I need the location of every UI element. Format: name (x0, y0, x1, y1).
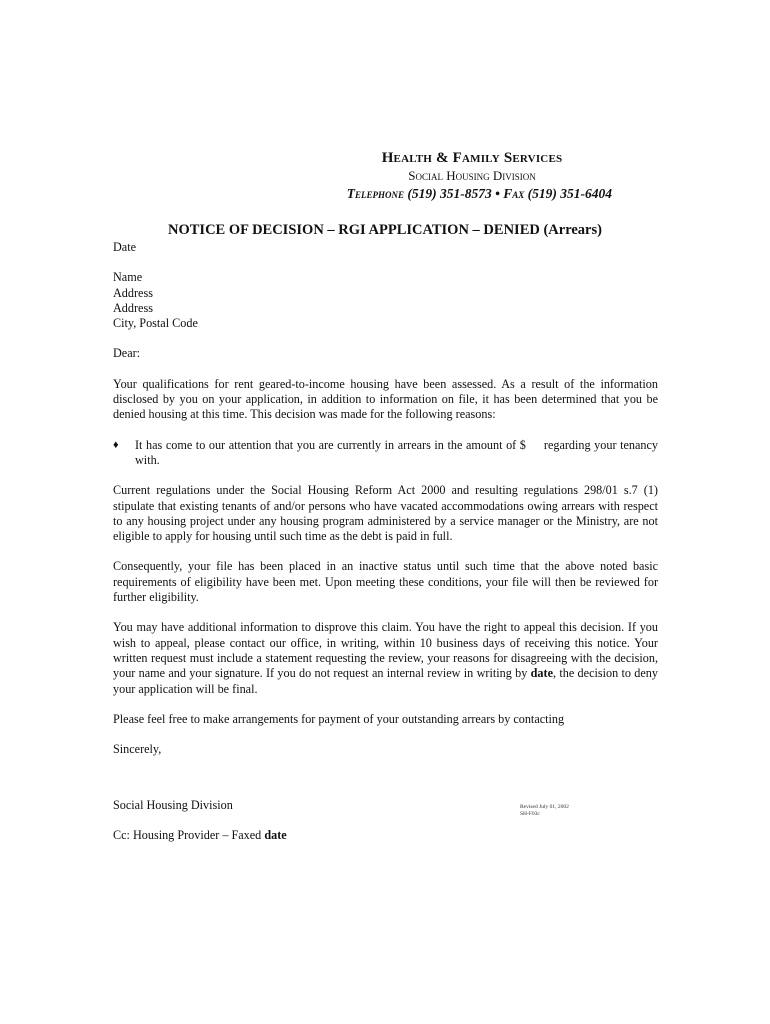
recipient-address-2: Address (113, 300, 153, 315)
appeal-text-end: , the decision to deny your application will be final. (113, 666, 658, 696)
cc-line (113, 828, 287, 843)
cc-date: date (264, 828, 287, 842)
reason-text-start: It has come to our attention that you are currently in arrears in the amount of $ (135, 437, 526, 452)
salutation: Dear: (113, 346, 141, 361)
telephone-number: (519) 351-8573 (407, 186, 492, 201)
letterhead (292, 150, 612, 202)
date-line: Date (113, 240, 137, 254)
recipient-city: City, Postal Code (113, 316, 198, 331)
signature-space (113, 757, 658, 798)
signature-block: Social Housing Division (113, 798, 233, 813)
paragraph-regulations: Current regulations under the Social Housing Reform Act 2000 and resulting regulations 298/01 s.7 (1) stipulate that existing tenants of and/or persons who have vacated accommodations owing arrears with respect to any housing project under any housing program administered by a service manager or the Ministry, are not eligible to apply for housing until such time as the debt is paid in full. (113, 483, 658, 544)
division-name: Social Housing Division (408, 168, 536, 183)
paragraph-appeal (113, 620, 658, 696)
appeal-text-start: You may have additional information to disprove this claim. You have the right to appeal this decision. If you wish to appeal, please contact our office, in writing, within 10 business days of receiving this notice. Your written request must include a statement requesting the review, your reasons for disagreeing with the decision, your name and your signature. If you do not request an internal review in writing by (113, 620, 658, 681)
fax-number: (519) 351-6404 (527, 186, 612, 201)
cc-text: Cc: Housing Provider – Faxed (113, 828, 265, 842)
diamond-bullet-icon: ♦ (113, 438, 119, 451)
closing: Sincerely, (113, 742, 162, 757)
reason-bullet (113, 438, 658, 469)
paragraph-assessment: Your qualifications for rent geared-to-income housing have been assessed. As a result of the information disclosed by you on your application, in addition to information on file, it has been determined that you be denied housing at this time. This decision was made for the following reasons: (113, 376, 658, 422)
fax-label: Fax (503, 186, 525, 201)
appeal-date: date (530, 666, 553, 681)
form-code: SH-F03c (520, 811, 540, 817)
contact-separator: • (495, 186, 500, 201)
telephone-label: Telephone (346, 186, 404, 201)
organization-name: Health & Family Services (381, 150, 563, 166)
reason-text (135, 438, 658, 469)
recipient-address-1: Address (113, 285, 153, 300)
paragraph-payment: Please feel free to make arrangements for payment of your outstanding arrears by contacting (113, 711, 565, 726)
letter-body (113, 240, 658, 829)
revised-date: Revised July 01, 2002 (520, 804, 569, 810)
paragraph-inactive-status: Consequently, your file has been placed in an inactive status until such time that the above noted basic requirements of eligibility have been met. Upon meeting these conditions, your file will then be reviewed for further eligibility. (113, 559, 658, 605)
notice-title: NOTICE OF DECISION – RGI APPLICATION – DENIED (Arrears) (168, 222, 602, 238)
reason-text-end: regarding your tenancy with. (135, 437, 658, 467)
contact-line (292, 186, 612, 202)
recipient-name: Name (113, 270, 143, 285)
revised-note (520, 804, 569, 818)
